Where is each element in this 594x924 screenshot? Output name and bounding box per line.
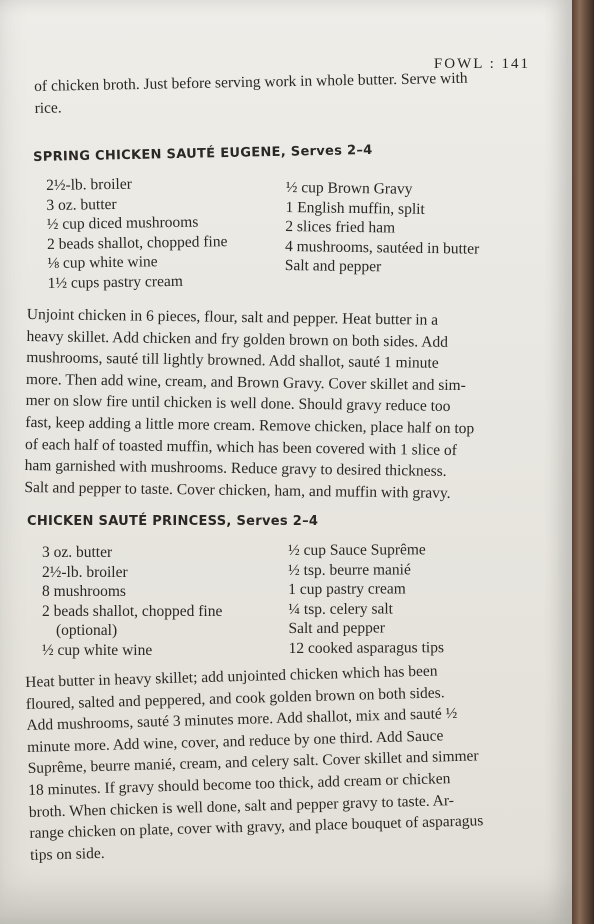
text-line: rice. (34, 99, 62, 117)
ingredient: 1 English muffin, split (285, 198, 425, 218)
text-line: of chicken broth. Just before serving work in whole butter. Serve with (34, 69, 468, 95)
text-line: minute more. Add wine, cover, and reduce by one third. Add Sauce (26, 727, 444, 756)
ingredient: 2 beads shallot, chopped fine (42, 602, 223, 620)
ingredients-left (42, 543, 222, 661)
ingredients-left (46, 173, 228, 293)
ingredient: 2½-lb. broiler (46, 175, 132, 194)
text-line: Salt and pepper to taste. Cover chicken, ham, and muffin with gravy. (24, 478, 451, 502)
continuation-paragraph (34, 67, 507, 119)
ingredient: (optional) (56, 622, 118, 640)
ingredient: ½ tsp. beurre manié (288, 560, 411, 579)
recipe-instructions (25, 658, 518, 866)
ingredient: 3 oz. butter (46, 195, 117, 214)
ingredient: ½ cup Sauce Suprême (288, 541, 426, 559)
text-line: Heat butter in heavy skillet; add unjointed chicken which has been (25, 662, 438, 691)
text-line: range chicken on plate, cover with gravy, and place bouquet of asparagus (29, 812, 484, 843)
text-line: mer on slow fire until chicken is well done. Should gravy reduce too (25, 392, 451, 416)
ingredient: ¼ tsp. celery salt (288, 600, 394, 618)
ingredient: Salt and pepper (284, 257, 382, 276)
ingredient: 2 slices fried ham (285, 218, 396, 237)
ingredient: ½ cup Brown Gravy (285, 178, 413, 198)
ingredient: 3 oz. butter (42, 544, 113, 561)
ingredient: ⅛ cup white wine (47, 253, 158, 273)
text-line: heavy skillet. Add chicken and fry golden brown on both sides. Add (26, 327, 449, 351)
text-line: Unjoint chicken in 6 pieces, flour, salt and pepper. Heat butter in a (26, 305, 439, 329)
text-line: Add mushrooms, sauté 3 minutes more. Add shallot, mix and sauté ½ (26, 705, 458, 735)
recipe-instructions (24, 304, 508, 505)
ingredient: 1½ cups pastry cream (47, 272, 183, 292)
text-line: of each half of toasted muffin, which has been covered with 1 slice of (24, 435, 457, 459)
ingredient: 1 cup pastry cream (288, 580, 406, 599)
ingredient: 2 beads shallot, chopped fine (46, 232, 228, 253)
text-line: broth. When chicken is well done, salt and pepper gravy to taste. Ar- (28, 791, 455, 821)
text-line: more. Then add wine, cream, and Brown Gravy. Cover skillet and sim- (25, 370, 466, 394)
text-line: fast, keep adding a little more cream. Remove chicken, place half on top (25, 413, 475, 438)
ingredient: ½ cup white wine (42, 641, 153, 659)
ingredient: 8 mushrooms (42, 583, 126, 601)
ingredient: 12 cooked asparagus tips (288, 639, 445, 657)
text-line: 18 minutes. If gravy should become too thick, add cream or chicken (28, 770, 451, 799)
ingredients-right (288, 540, 444, 658)
recipe-title: SPRING CHICKEN SAUTÉ EUGENE, Serves 2–4 (33, 142, 373, 165)
recipe-title: CHICKEN SAUTÉ PRINCESS, Serves 2–4 (27, 514, 319, 529)
ingredient: 4 mushrooms, sautéed in butter (284, 237, 480, 258)
ingredient: Salt and pepper (288, 619, 385, 638)
ingredients-right (285, 178, 481, 279)
page-header: FOWL : 141 (433, 56, 530, 72)
book-cover-edge (572, 0, 594, 924)
text-line: floured, salted and peppered, and cook golden brown on both sides. (25, 683, 445, 713)
text-line: mushrooms, sauté till lightly browned. Add shallot, sauté 1 minute (26, 349, 439, 372)
ingredient: 2½-lb. broiler (42, 563, 128, 581)
ingredient: ½ cup diced mushrooms (46, 213, 199, 234)
text-line: Suprême, beurre manié, cream, and celery salt. Cover skillet and simmer (27, 747, 479, 778)
text-line: ham garnished with mushrooms. Reduce gravy to desired thickness. (24, 457, 447, 481)
text-line: tips on side. (29, 844, 105, 864)
